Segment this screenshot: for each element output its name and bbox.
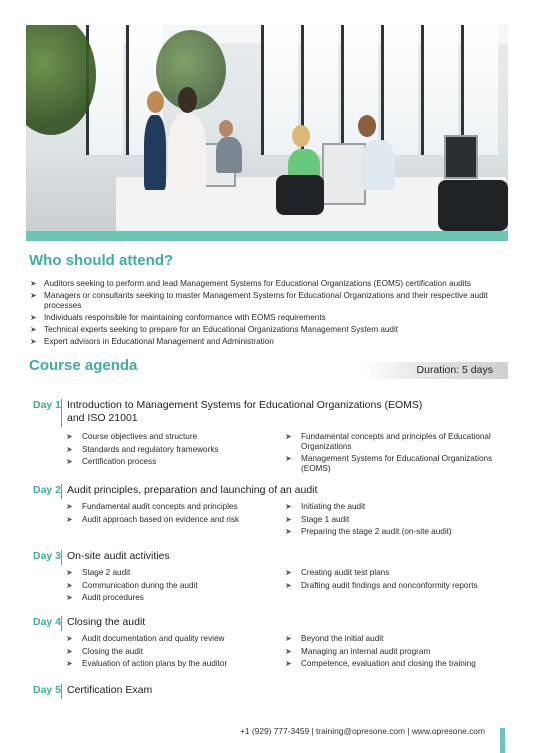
photo-person-head	[147, 91, 164, 113]
list-item-text: Communication during the audit	[82, 580, 198, 590]
photo-accent-bar	[26, 231, 508, 241]
footer-contact: +1 (929) 777-3459 | training@opresone.com | www.opresone.com	[240, 726, 485, 736]
day-4-topics-left	[66, 634, 276, 672]
day-title: Audit principles, preparation and launching of an audit	[67, 484, 318, 496]
photo-chair	[438, 180, 508, 231]
arrowhead-bullet-icon: ➤	[285, 502, 292, 511]
arrowhead-bullet-icon: ➤	[30, 325, 37, 335]
list-item-text: Fundamental concepts and principles of Educational Organizations	[301, 432, 491, 451]
who-should-attend-heading: Who should attend?	[29, 252, 174, 269]
photo-window	[381, 25, 418, 155]
list-item	[66, 515, 276, 525]
list-item-text: Closing the audit	[82, 646, 143, 656]
list-item-text: Drafting audit findings and nonconformity reports	[301, 580, 478, 590]
list-item	[285, 515, 503, 525]
list-item-text: Fundamental audit concepts and principles	[82, 502, 238, 511]
arrowhead-bullet-icon: ➤	[285, 659, 292, 669]
list-item-text: Preparing the stage 2 audit (on-site audit)	[301, 527, 452, 537]
photo-chair	[276, 175, 324, 215]
list-item	[285, 659, 503, 669]
list-item	[285, 568, 503, 578]
list-item	[66, 593, 276, 603]
day-label: Day 2	[33, 484, 62, 496]
day-title: Closing the audit	[67, 616, 146, 628]
list-item	[285, 647, 503, 657]
arrowhead-bullet-icon: ➤	[66, 659, 73, 669]
photo-person	[216, 137, 242, 173]
day-divider	[61, 484, 62, 499]
day-label: Day 3	[33, 550, 62, 562]
arrowhead-bullet-icon: ➤	[66, 593, 73, 603]
list-item	[66, 457, 266, 467]
list-item-text: Stage 1 audit	[301, 514, 350, 524]
day-3-topics-left	[66, 568, 276, 606]
list-item-text: Creating audit test plans	[301, 568, 390, 577]
arrowhead-bullet-icon: ➤	[30, 279, 37, 288]
day-title: On-site audit activities	[67, 550, 170, 562]
list-item-text: Expert advisors in Educational Management and Administration	[44, 337, 274, 347]
list-item	[66, 568, 276, 578]
day-2-topics-left	[66, 502, 276, 527]
list-item-text: Evaluation of action plans by the auditor	[82, 659, 228, 669]
arrowhead-bullet-icon: ➤	[66, 432, 73, 441]
list-item-text: Audit documentation and quality review	[82, 634, 225, 643]
photo-window	[341, 25, 378, 155]
photo-person	[144, 115, 166, 190]
day-title: Introduction to Management Systems for Educational Organizations (EOMS) and ISO 21001	[67, 399, 423, 424]
list-item-text: Individuals responsible for maintaining conformance with EOMS requirements	[44, 313, 326, 323]
arrowhead-bullet-icon: ➤	[66, 568, 73, 577]
photo-person-head	[178, 87, 197, 113]
list-item-text: Initiating the audit	[301, 502, 366, 511]
photo-person	[168, 113, 206, 193]
arrowhead-bullet-icon: ➤	[66, 514, 73, 524]
arrowhead-bullet-icon: ➤	[66, 457, 73, 467]
list-item	[30, 325, 500, 335]
list-item-text: Managing an internal audit program	[301, 646, 431, 656]
day-divider	[61, 399, 62, 427]
list-item	[66, 445, 266, 455]
list-item-text: Stage 2 audit	[82, 568, 131, 577]
arrowhead-bullet-icon: ➤	[285, 568, 292, 577]
arrowhead-bullet-icon: ➤	[285, 527, 292, 537]
list-item	[66, 634, 276, 644]
arrowhead-bullet-icon: ➤	[285, 634, 292, 643]
hero-office-photo	[26, 25, 508, 231]
arrowhead-bullet-icon: ➤	[66, 444, 73, 454]
list-item-text: Standards and regulatory frameworks	[82, 444, 219, 454]
list-item-text: Certification process	[82, 457, 157, 467]
photo-monitor	[322, 143, 366, 205]
list-item	[30, 279, 500, 289]
list-item	[30, 291, 500, 312]
day-label: Day 5	[33, 684, 62, 696]
day-4-topics-right	[285, 634, 503, 672]
duration-bar	[362, 362, 508, 379]
list-item	[285, 527, 503, 537]
list-item	[66, 432, 266, 442]
list-item	[30, 313, 500, 323]
arrowhead-bullet-icon: ➤	[285, 646, 292, 656]
list-item	[285, 581, 503, 591]
list-item-text: Course objectives and structure	[82, 432, 198, 441]
arrowhead-bullet-icon: ➤	[285, 454, 292, 464]
course-agenda-heading: Course agenda	[29, 357, 138, 374]
day-divider	[61, 550, 62, 565]
arrowhead-bullet-icon: ➤	[30, 313, 37, 323]
day-1-topics-right	[285, 432, 503, 476]
day-label: Day 1	[33, 399, 62, 411]
list-item-text: Managers or consultants seeking to master Management Systems for Educational Organizations and their respective audit processes	[44, 291, 488, 311]
arrowhead-bullet-icon: ➤	[66, 580, 73, 590]
list-item-text: Competence, evaluation and closing the training	[301, 659, 476, 669]
list-item	[285, 432, 503, 451]
photo-monitor	[444, 135, 478, 179]
list-item	[66, 647, 276, 657]
photo-person	[361, 140, 395, 190]
arrowhead-bullet-icon: ➤	[285, 514, 292, 524]
list-item-text: Audit procedures	[82, 593, 144, 603]
day-3-topics-right	[285, 568, 503, 593]
list-item	[285, 454, 503, 473]
list-item	[30, 337, 500, 347]
list-item-text: Technical experts seeking to prepare for an Educational Organizations Management System audit	[44, 325, 399, 335]
arrowhead-bullet-icon: ➤	[66, 646, 73, 656]
list-item-text: Audit approach based on evidence and risk	[82, 514, 240, 524]
duration-label: Duration: 5 days	[416, 364, 493, 376]
photo-person-head	[292, 125, 310, 147]
day-2-topics-right	[285, 502, 503, 540]
day-1-topics-left	[66, 432, 266, 470]
list-item	[285, 502, 503, 512]
footer-accent-bar	[500, 728, 505, 753]
day-title: Certification Exam	[67, 684, 153, 696]
list-item-text: Auditors seeking to perform and lead Management Systems for Educational Organizations (EOMS) certification audits	[44, 279, 471, 288]
list-item	[66, 659, 276, 669]
day-divider	[61, 616, 62, 631]
arrowhead-bullet-icon: ➤	[66, 634, 73, 643]
list-item-text: Management Systems for Educational Organizations (EOMS)	[301, 454, 493, 473]
list-item	[66, 502, 276, 512]
day-divider	[61, 684, 62, 699]
arrowhead-bullet-icon: ➤	[285, 580, 292, 590]
who-should-attend-list	[30, 279, 500, 349]
list-item	[66, 581, 276, 591]
arrowhead-bullet-icon: ➤	[285, 432, 292, 441]
list-item-text: Beyond the initial audit	[301, 634, 384, 643]
arrowhead-bullet-icon: ➤	[66, 502, 73, 511]
photo-person-head	[358, 115, 376, 137]
photo-person-head	[219, 120, 233, 137]
day-label: Day 4	[33, 616, 62, 628]
list-item	[285, 634, 503, 644]
arrowhead-bullet-icon: ➤	[30, 291, 37, 300]
arrowhead-bullet-icon: ➤	[30, 337, 37, 347]
